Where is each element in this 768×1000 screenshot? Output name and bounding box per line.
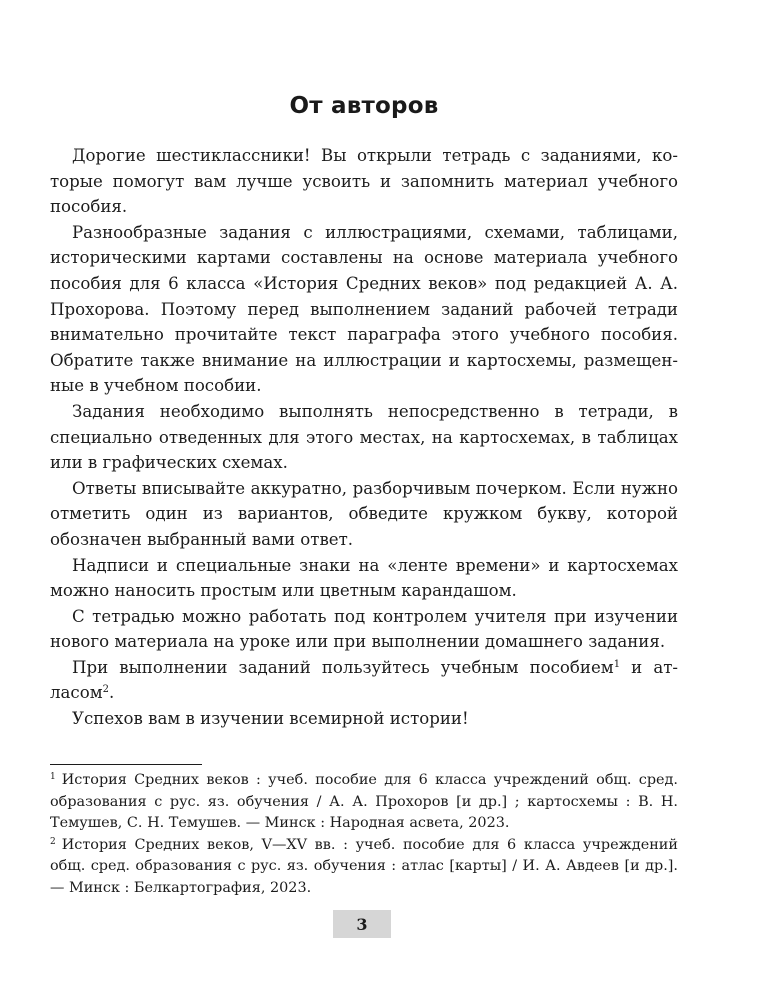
body-text xyxy=(50,143,678,732)
paragraph-answers: Ответы вписывайте аккуратно, разборчивым почерком. Если нужно отметить один из вариантов, обведите кружком букву, которой обозначен выбранный вами ответ. xyxy=(50,478,678,549)
footnote-ref-2: 2 xyxy=(102,684,110,696)
paragraph-greeting: Дорогие шестиклассники! Вы открыли тетрадь с заданиями, которые помогут вам лучше усвоить и запомнить материал учебного пособия. xyxy=(50,146,678,217)
paragraph-resources-text-3: . xyxy=(109,683,115,703)
paragraph-closing: Успехов вам в изучении всемирной истории! xyxy=(72,709,469,729)
page-number: 3 xyxy=(333,910,391,938)
paragraph-resources xyxy=(50,655,678,706)
paragraph-resources-text-1: При выполнении заданий пользуйтесь учебным пособием xyxy=(72,657,614,677)
paragraph-timeline: Надписи и специальные знаки на «ленте времени» и картосхемах можно наносить простым или цветным карандашом. xyxy=(50,555,678,601)
footnote-ref-1: 1 xyxy=(613,658,621,670)
footnote-2-mark: 2 xyxy=(50,836,56,847)
footnote-1-mark: 1 xyxy=(50,772,56,782)
footnote-2-text: История Средних веков, V—XV вв. : учеб. пособие для 6 класса учреждений общ. сред. образования с рус. яз. обучения : атлас [карты] / И. А. Авдеев [и др.]. — Минск : Белкартография, 2023. xyxy=(50,836,678,896)
footnote-divider xyxy=(50,764,202,765)
paragraph-resources-text-2: и атласом xyxy=(50,657,678,703)
paragraph-tasks: Разнообразные задания с иллюстрациями, схемами, таблицами, историческими картами составлены на основе материала учебного пособия для 6 класса «История Средних веков» под редакцией А. А. Прохорова. Поэтому перед выполнением заданий рабочей тетради внимательно прочитайте текст параграфа этого учебного пособия. Обратите также внимание на иллюстрации и картосхемы, размещенные в учебном пособии. xyxy=(50,222,678,396)
page-title: От авторов xyxy=(289,93,439,119)
footnote-1-text: История Средних веков : учеб. пособие для 6 класса учреждений общ. сред. образования с рус. яз. обучения / А. А. Прохоров [и др.] ; картосхемы : В. Н. Темушев, С. Н. Темушев. — Минск : Народная асвета, 2023. xyxy=(50,772,678,831)
footnotes xyxy=(50,770,678,899)
footnote-2 xyxy=(50,835,678,900)
footnote-1 xyxy=(50,770,678,835)
paragraph-teacher: С тетрадью можно работать под контролем учителя при изучении нового материала на уроке или при выполнении домашнего задания. xyxy=(50,606,678,652)
paragraph-where-to-write: Задания необходимо выполнять непосредственно в тетради, в специально отведенных для этого местах, на картосхемах, в таблицах или в графических схемах. xyxy=(50,401,678,473)
